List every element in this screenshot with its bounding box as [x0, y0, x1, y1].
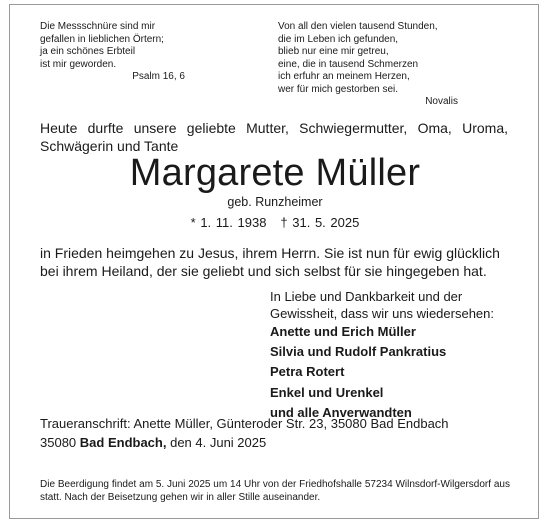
deceased-name: Margarete Müller	[129, 152, 421, 194]
verse-line: Von all den vielen tausend Stunden,	[278, 21, 438, 32]
verse-line: eine, die in tausend Schmerzen	[278, 58, 419, 70]
verse-source: Novalis	[425, 96, 458, 107]
thanks-line: In Liebe und Dankbarkeit und der	[270, 289, 463, 304]
address-line: Traueranschrift: Anette Müller, Günteroder Str. 23, 35080 Bad Endbach	[40, 416, 449, 431]
intro-text: Heute durfte unsere geliebte Mutter, Schwiegermutter, Oma, Uroma, Schwägerin und Tante	[40, 120, 508, 154]
mourner-name: Petra Rotert	[270, 364, 345, 380]
verse-line: ist mir geworden.	[40, 58, 117, 70]
birth-date: * 1. 11. 1938	[190, 215, 267, 230]
psalm-verse	[40, 21, 185, 84]
verse-line: die im Leben ich gefunden,	[278, 33, 399, 45]
life-dates	[0, 214, 550, 232]
message-text	[40, 244, 510, 280]
place-name: Bad Endbach,	[79, 435, 167, 450]
verse-line: wer für mich gestorben sei.	[278, 83, 399, 95]
thanks-line: Gewissheit, dass wir uns wiedersehen:	[270, 305, 494, 321]
mourners-list	[270, 322, 520, 423]
verse-line: ja ein schönes Erbteil	[40, 46, 136, 57]
verse-source: Psalm 16, 6	[132, 71, 185, 82]
postcode: 35080	[40, 435, 77, 450]
message-line: bei ihrem Heiland, der sie geliebt und sich selbst für sie hingegeben hat.	[40, 263, 487, 279]
thanks-text	[270, 289, 520, 322]
mourner-name: Anette und Erich Müller	[270, 324, 416, 339]
notice-date: den 4. Juni 2025	[170, 435, 267, 450]
mourning-address	[40, 414, 520, 452]
death-date: † 31. 5. 2025	[280, 215, 360, 230]
verse-line: ich erfuhr an meinem Herzen,	[278, 71, 410, 82]
funeral-notice: Die Beerdigung findet am 5. Juni 2025 um 14 Uhr von der Friedhofshalle 57234 Wilnsdorf-Wilgersdorf aus statt. Nach der Beisetzung gehen wir in aller Stille auseinander.	[40, 479, 510, 503]
verse-line: blieb nur eine mir getreu,	[278, 46, 389, 57]
mourner-name: und alle Anverwandten	[270, 404, 412, 420]
poem-verse	[278, 21, 458, 109]
message-line: in Frieden heimgehen zu Jesus, ihrem Herrn. Sie ist nun für ewig glücklich	[40, 245, 500, 261]
mourner-name: Enkel und Urenkel	[270, 384, 384, 400]
maiden-name: geb. Runzheimer	[227, 195, 323, 209]
verse-line: Die Messschnüre sind mir	[40, 21, 156, 32]
mourner-name: Silvia und Rudolf Pankratius	[270, 344, 447, 360]
place-date-line	[40, 433, 520, 452]
verse-line: gefallen in lieblichen Örtern;	[40, 33, 164, 45]
